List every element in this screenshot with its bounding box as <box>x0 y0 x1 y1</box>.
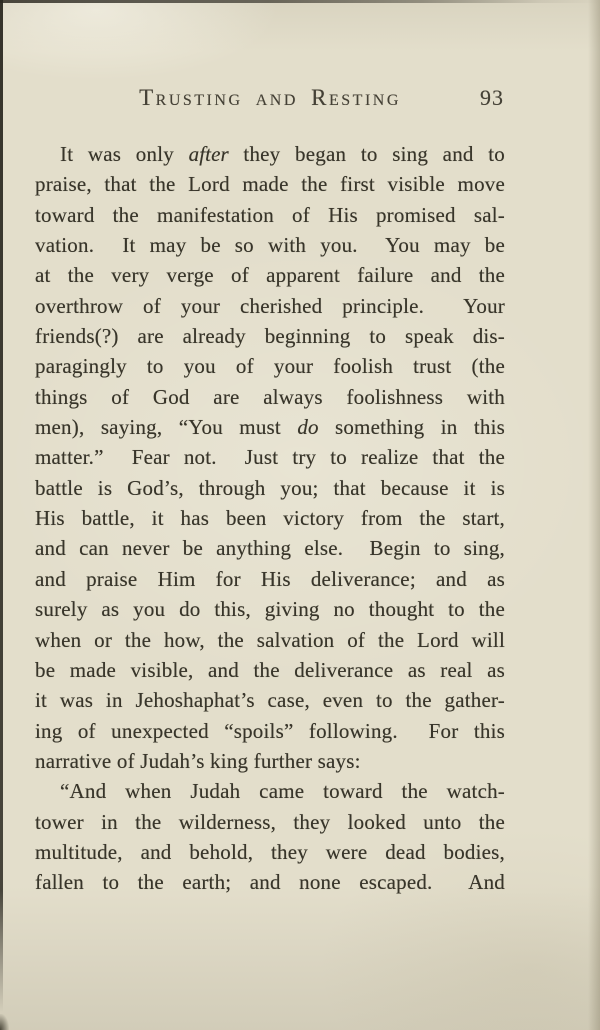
page-corner-shadow <box>0 1014 9 1030</box>
text-line: It was only after they began to sing and to <box>60 142 505 166</box>
text-line: friends(?) are already beginning to speak dis- <box>35 324 505 349</box>
text-line: paragingly to you of your foolish trust (the <box>35 354 505 379</box>
page-body-text <box>35 139 505 898</box>
text-line: His battle, it has been victory from the start, <box>35 506 505 531</box>
text-line: praise, that the Lord made the first visible move <box>35 172 505 197</box>
text-line: and can never be anything else. Begin to sing, <box>35 536 505 561</box>
text-line: battle is God’s, through you; that because it is <box>35 475 505 500</box>
page-right-edge-shadow <box>588 0 600 1030</box>
page-top-edge-shadow <box>0 0 600 3</box>
text-line: multitude, and behold, they were dead bodies, <box>35 839 505 864</box>
text-line: it was in Jehoshaphat’s case, even to the gather- <box>35 688 505 713</box>
text-line: things of God are always foolishness with <box>35 384 505 409</box>
text-line: narrative of Judah’s king further says: <box>35 748 361 773</box>
text-line: ing of unexpected “spoils” following. For this <box>35 718 505 743</box>
text-line: toward the manifestation of His promised sal- <box>35 202 505 227</box>
running-head-title: Trusting and Resting <box>139 85 401 110</box>
text-line: vation. It may be so with you. You may be <box>35 233 505 258</box>
text-line: at the very verge of apparent failure and the <box>35 263 505 288</box>
text-line: surely as you do this, giving no thought to the <box>35 597 505 622</box>
running-head <box>35 84 505 112</box>
text-line: matter.” Fear not. Just try to realize that the <box>35 445 505 470</box>
text-line: be made visible, and the deliverance as real as <box>35 657 505 682</box>
page-number: 93 <box>480 85 504 110</box>
text-line: and praise Him for His deliverance; and as <box>35 566 505 591</box>
text-line: tower in the wilderness, they looked unto the <box>35 809 505 834</box>
text-line: overthrow of your cherished principle. Your <box>35 293 505 318</box>
text-line: “And when Judah came toward the watch- <box>60 779 505 804</box>
page-left-edge-shadow <box>0 0 3 1012</box>
text-line: men), saying, “You must do something in this <box>35 415 505 440</box>
text-line: fallen to the earth; and none escaped. And <box>35 870 505 895</box>
text-line: when or the how, the salvation of the Lord will <box>35 627 505 652</box>
